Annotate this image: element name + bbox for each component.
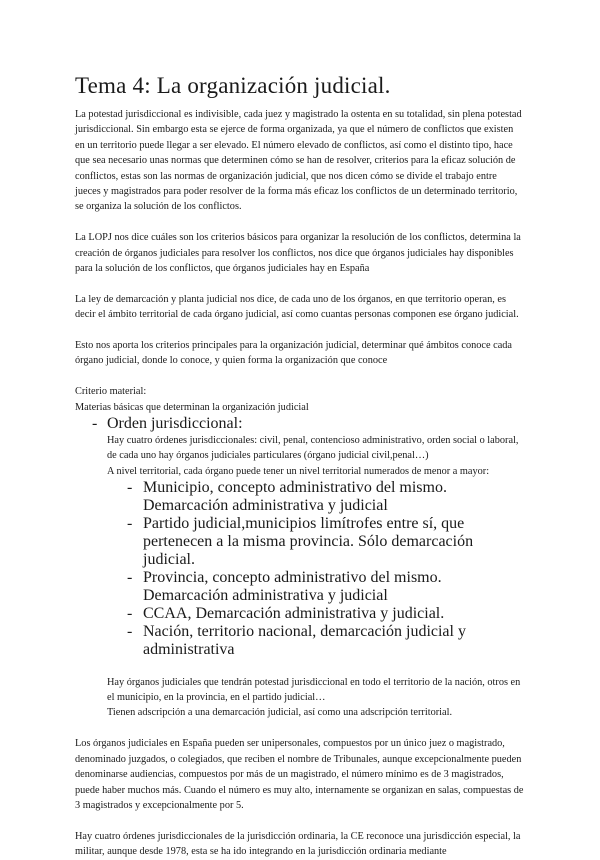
paragraph-lopj: La LOPJ nos dice cuáles son los criterios básicos para organizar la resolución de los conflictos, determina la creación de órganos judiciales para resolver los conflictos, nos dice que órganos judiciales hay disponibles para la solución de los conflictos, que órganos judiciales hay en España [75,232,521,275]
paragraph-potestad: La potestad jurisdiccional es indivisible, cada juez y magistrado la ostenta en su totalidad, sin plena potestad jurisdiccional. Sin embargo esta se ejerce de forma organizada, ya que el número de conflictos que existen en un territorio puede llegar a ser elevado. El número elevado de conflictos, así como el distinto tipo, hace que sea necesario unas normas que determinen cómo se han de resolver, criterios para la eficaz solución de conflictos, estas son las normas de organización judicial, que nos dicen cómo se divide el trabajo entre jueces y magistrados para poder resolver de la forma más eficaz los conflictos de un determinado territorio, se organiza la solución de los conflictos. [75,109,522,213]
organos-potestad-text: Hay órganos judiciales que tendrán potestad jurisdiccional en todo el territorio de la nación, otros en el municipio, en la provincia, en el partido judicial… [107,676,521,704]
list-item-orden [75,415,525,433]
list-item: - Provincia, concepto administrativo del mismo. Demarcación administrativa y judicial [75,569,525,605]
list-item: - Partido judicial,municipios limítrofes entre sí, que pertenecen a la misma provincia. Sólo demarcación judicial. [75,515,525,569]
paragraph-criterios: Esto nos aporta los criterios principales para la organización judicial, determinar qué ámbitos conoce cada órgano judicial, donde lo conoce, y quien forma la organización que conoce [75,340,512,367]
adscripcion-text: Tienen adscripción a una demarcación judicial, así como una adscripción territorial. [107,707,453,719]
list-item: - Nación, territorio nacional, demarcación judicial y administrativa [75,623,525,659]
list-item: - CCAA, Demarcación administrativa y judicial. [75,605,525,623]
paragraph-ley-demarcacion: La ley de demarcación y planta judicial nos dice, de cada uno de los órganos, en que territorio operan, es decir el ámbito territorial de cada órgano judicial, así como cuantas personas componen ese órgano judicial. [75,293,519,321]
spacer [75,659,525,674]
list-item: - Municipio, concepto administrativo del mismo. Demarcación administrativa y judicial [75,479,525,515]
niveles-list [75,479,525,659]
orden-jurisdiccional-label: Orden jurisdiccional: [107,415,243,433]
paragraph-organos-judiciales: Los órganos judiciales en España pueden ser unipersonales, compuestos por un único juez o magistrado, denominado juzgados, o colegiados, que reciben el nombre de Tribunales, aunque excepcionalmente pueden denominarse audiencias, compuestos por más de un magistrado, el número mínimo es de 3 magistrados, puede haber muchos más. Cuando el número es muy alto, internamente se organizan en salas, compuestas de 3 magistrados y excepcionalmente por 5. [75,738,524,811]
paragraph-cuatro-ordenes: Hay cuatro órdenes jurisdiccionales de la jurisdicción ordinaria, la CE reconoce una jurisdicción especial, la militar, aunque desde 1978, esta se ha ido integrando en la jurisdicción ordinaria mediante [75,830,521,858]
cuatro-ordenes-text: Hay cuatro órdenes jurisdiccionales: civil, penal, contencioso administrativo, orden social o laboral, de cada uno hay órganos judiciales particulares (órgano judicial civil,penal…) [107,435,519,462]
criterio-material-heading: Criterio material: [75,386,147,398]
document-title: Tema 4: La organización judicial. [75,73,391,98]
nivel-territorial-text: A nivel territorial, cada órgano puede tener un nivel territorial numerados de menor a mayor: [107,465,490,477]
orden-list [75,415,525,433]
materias-basicas: Materias básicas que determinan la organización judicial [75,401,309,413]
